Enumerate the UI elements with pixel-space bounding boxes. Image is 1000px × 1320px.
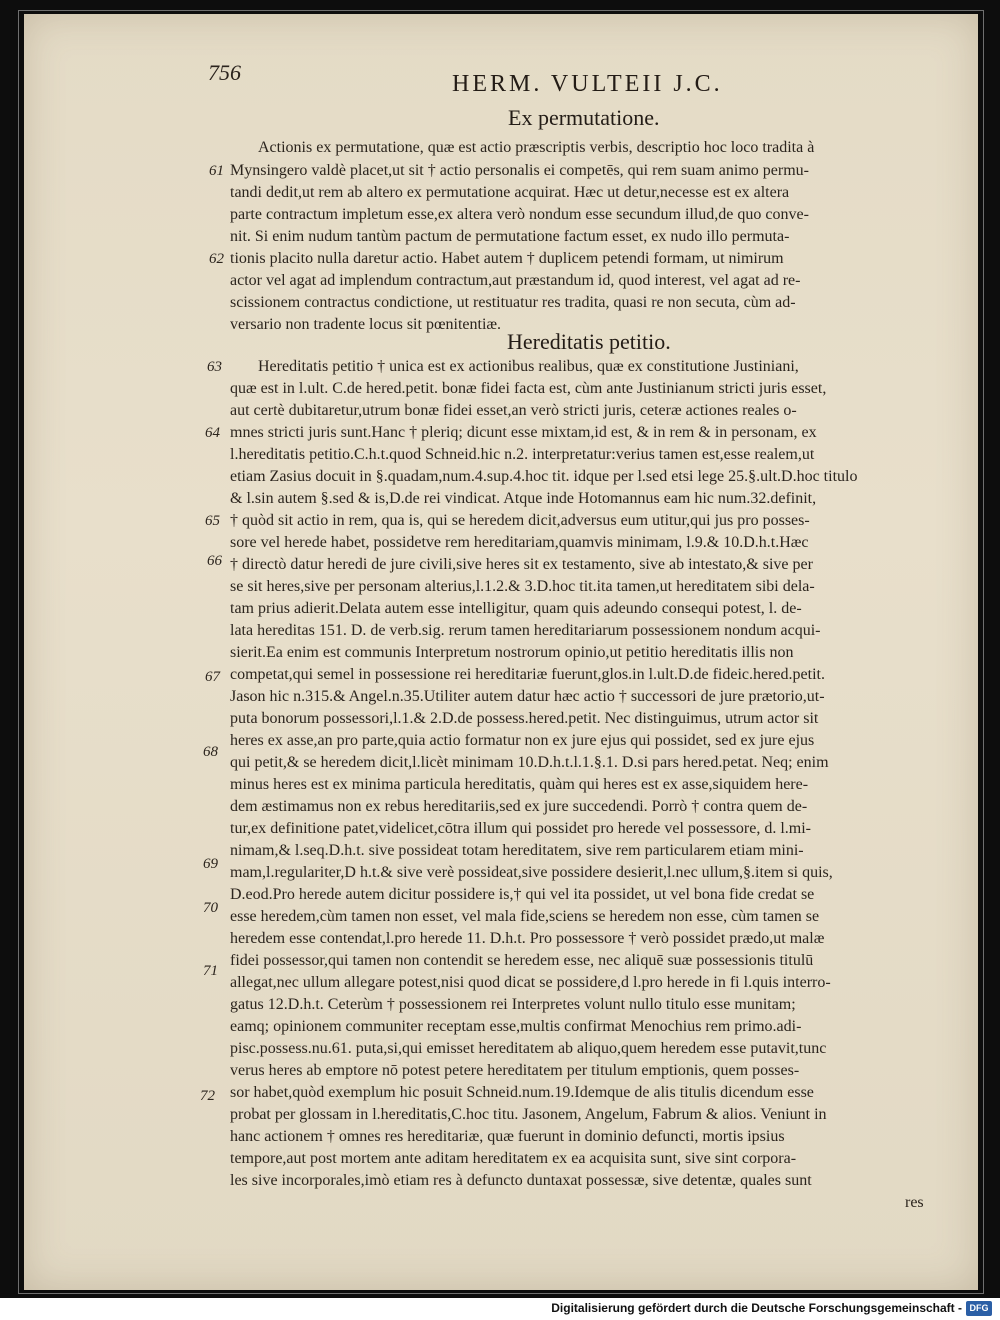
text-line: les sive incorporales,imò etiam res à defuncto duntaxat possessæ, sive detentæ, quales sunt [230, 1172, 812, 1189]
funding-notice: Digitalisierung gefördert durch die Deutsche Forschungsgemeinschaft - [551, 1301, 962, 1315]
text-line: competat,qui semel in possessione rei hereditariæ fuerunt,glos.in l.ult.D.de fideic.hered.petit. [230, 666, 825, 683]
text-line: probat per glossam in l.hereditatis,C.hoc titu. Jasonem, Angelum, Fabrum & alios. Veniunt in [230, 1106, 827, 1123]
text-line: eamq; opinionem communiter receptam esse,multis confirmat Menochius rem primo.adi- [230, 1018, 802, 1035]
text-line: allegat,nec ullum allegare potest,nisi quod dicat se possidere,d l.pro herede in fi l.quis interro- [230, 974, 831, 991]
text-line: heres ex asse,an pro parte,quia actio formatur non ex jure ejus qui possidet, sed ex jure ejus [230, 732, 815, 749]
margin-number: 67 [205, 669, 220, 685]
margin-number: 63 [207, 359, 222, 375]
text-line: D.eod.Pro herede autem dicitur possidere is,† qui vel ita possidet, ut vel bona fide credat se [230, 886, 815, 903]
text-line: aut certè dubitaretur,utrum bonæ fidei esset,an verò stricti juris, ceteræ actiones reales o- [230, 402, 797, 419]
dfg-logo: DFG [966, 1301, 992, 1316]
margin-number: 61 [209, 163, 224, 179]
text-line: gatus 12.D.h.t. Ceterùm † possessionem rei Interpretes volunt nullo titulo esse munitam; [230, 996, 796, 1013]
text-line: Mynsingero valdè placet,ut sit † actio personalis ei competēs, qui rem suam animo permu- [230, 162, 809, 179]
text-line: hanc actionem † omnes res hereditariæ, quæ fuerunt in dominio defuncti, mortis ipsius [230, 1128, 785, 1145]
text-line: parte contractum impletum esse,ex altera verò nondum esse secundum illud,de quo conve- [230, 206, 809, 223]
text-line: esse heredem,cùm tamen non esset, vel mala fide,sciens se heredem non esse, cùm tamen se [230, 908, 820, 925]
text-line: nit. Si enim nudum tantùm pactum de permutatione factum esset, ex nudo illo permuta- [230, 228, 790, 245]
text-line: etiam Zasius docuit in §.quadam,num.4.sup.4.hoc tit. idque per l.sed etsi lege 25.§.ult.D.hoc titulo [230, 468, 858, 485]
text-line: pisc.possess.nu.61. puta,si,qui emisset hereditatem ab aliquo,quem heredem esse putavit,tunc [230, 1040, 827, 1057]
text-line: Jason hic n.315.& Angel.n.35.Utiliter autem datur hæc actio † successori de jure prætorio,ut- [230, 688, 825, 705]
margin-number: 69 [203, 856, 218, 872]
margin-number: 68 [203, 744, 218, 760]
margin-number: 72 [200, 1088, 215, 1104]
running-head: HERM. VULTEII J.C. [452, 71, 723, 97]
text-line: minus heres est ex minima particula hereditatis, quàm qui heres est ex asse,siquidem here- [230, 776, 809, 793]
text-line: Actionis ex permutatione, quæ est actio præscriptis verbis, descriptio hoc loco tradita à [258, 139, 815, 156]
text-line: heredem esse contendat,l.pro herede 11. D.h.t. Pro possessore † verò possidet prædo,ut malæ [230, 930, 825, 947]
text-line: mnes stricti juris sunt.Hanc † pleriq; dicunt esse mixtam,id est, & in rem & in personam, ex [230, 424, 817, 441]
page-number: 756 [208, 60, 241, 85]
text-line: sor habet,quòd exemplum hic posuit Schneid.num.19.Idemque de alis titulis dicendum esse [230, 1084, 814, 1101]
text-line: nimam,& l.seq.D.h.t. sive possideat totam hereditatem, sive rem particularem etiam mini- [230, 842, 804, 859]
text-line: quæ est in l.ult. C.de hered.petit. bonæ fidei facta est, cùm ante Justinianum stricti juris esset, [230, 380, 827, 397]
margin-number: 70 [203, 900, 218, 916]
text-line: † quòd sit actio in rem, qua is, qui se heredem dicit,adversus eum utitur,qui jus pro posses- [230, 512, 810, 529]
section-title-ex-permutatione: Ex permutatione. [508, 105, 660, 130]
text-line: sierit.Ea enim est communis Interpretum nostrorum opinio,ut petitio hereditatis illis non [230, 644, 794, 661]
margin-number: 71 [203, 963, 218, 979]
text-line: puta bonorum possessori,l.1.& 2.D.de possess.hered.petit. Nec distinguimus, utrum actor sit [230, 710, 819, 727]
text-line: scissionem contractus condictione, ut restituatur res tradita, quasi re non secuta, cùm ad- [230, 294, 796, 311]
text-line: mam,l.regulariter,D h.t.& sive verè possideat,sive possidere desierit,l.nec ullum,§.item si quis, [230, 864, 833, 881]
text-line: dem æstimamus non ex rebus hereditariis,sed ex jure succedendi. Porrò † contra quem de- [230, 798, 808, 815]
text-line: l.hereditatis petitio.C.h.t.quod Schneid.hic n.2. interpretatur:verius tamen est,esse realem,ut [230, 446, 815, 463]
section-title-hereditatis-petitio: Hereditatis petitio. [507, 329, 671, 354]
text-line: † directò datur heredi de jure civili,sive heres sit ex testamento, sive ab intestato,& sive per [230, 556, 813, 573]
text-line: sore vel herede habet, possidetve rem hereditariam,quamvis minimam, l.9.& 10.D.h.t.Hæc [230, 534, 809, 551]
text-line: actor vel agat ad implendum contractum,aut præstandum id, quod interest, vel agat ad re- [230, 272, 801, 289]
text-line: & l.sin autem §.sed & is,D.de rei vindicat. Atque inde Hotomannus eam hic num.32.definit, [230, 490, 817, 507]
text-line: tandi dedit,ut rem ab altero ex permutatione acquirat. Hæc ut detur,necesse est ex altera [230, 184, 790, 201]
catchword: res [905, 1194, 924, 1211]
text-line: se sit heres,sive per personam alterius,l.1.2.& 3.D.hoc tit.ita tamen,ut hereditatem sibi dela- [230, 578, 815, 595]
margin-number: 62 [209, 251, 224, 267]
text-line: tur,ex definitione patet,videlicet,cōtra illum qui possidet pro herede vel possessore, d. l.mi- [230, 820, 811, 837]
text-line: lata hereditas 151. D. de verb.sig. rerum tamen hereditariarum possessionem nondum acqui- [230, 622, 821, 639]
text-line: versario non tradente locus sit pœnitentiæ. [230, 316, 502, 333]
text-line: Hereditatis petitio † unica est ex actionibus realibus, quæ ex constitutione Justiniani, [258, 358, 799, 375]
text-line: tam prius adierit.Delata autem esse intelligitur, quam quis adeundo consequi potest, l. de- [230, 600, 802, 617]
text-line: tionis placito nulla daretur actio. Habet autem † duplicem petendi formam, ut nimirum [230, 250, 784, 267]
margin-number: 66 [207, 553, 222, 569]
text-line: tempore,aut post mortem ante aditam hereditatem ex ea acquisita sunt, sive sint corpora- [230, 1150, 797, 1167]
text-line: verus heres ab emptore nō potest petere hereditatem per titulum emptionis, quem posses- [230, 1062, 800, 1079]
footer-bar [0, 1298, 1000, 1320]
margin-number: 65 [205, 513, 220, 529]
text-line: qui petit,& se heredem dicit,l.licèt minimam 10.D.h.t.l.1.§.1. D.si pars hered.petat. Neq; enim [230, 754, 829, 771]
text-line: fidei possessor,qui tamen non contendit se heredem esse, nec aliquē suæ possessionis titulū [230, 952, 814, 969]
margin-number: 64 [205, 425, 220, 441]
